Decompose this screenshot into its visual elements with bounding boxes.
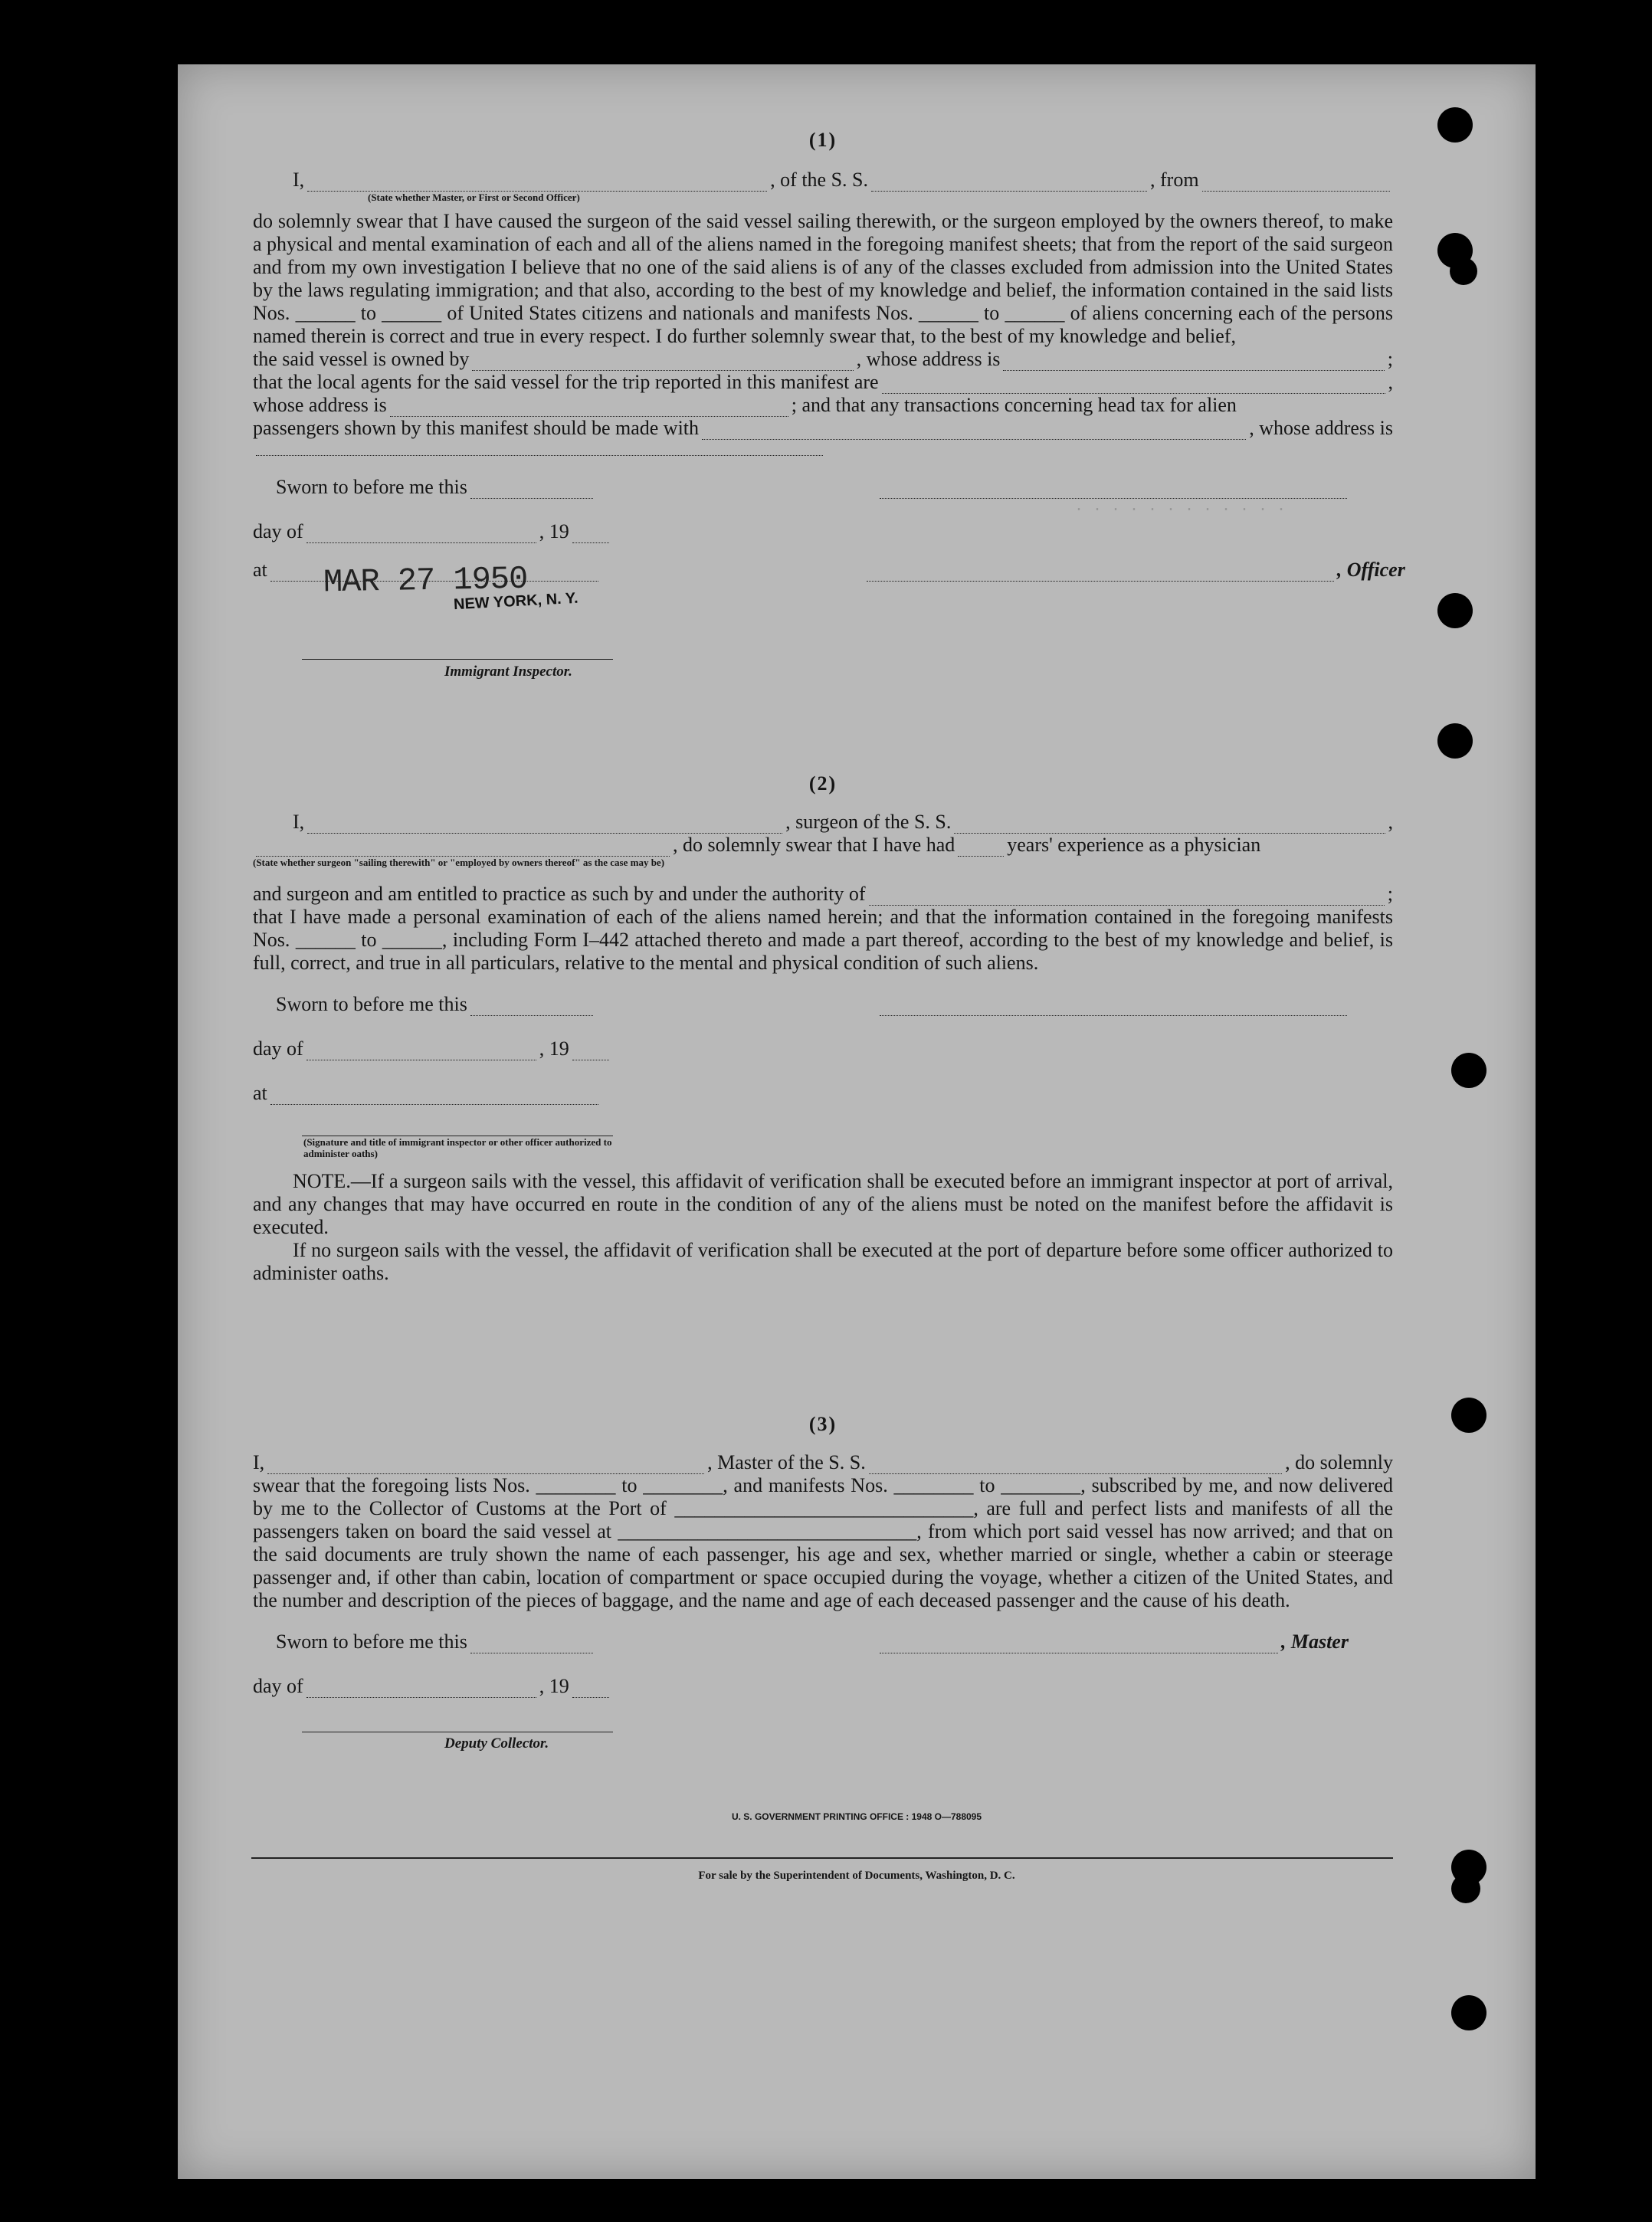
experience-label: , do solemnly swear that I have had [673, 834, 955, 856]
day-of-field[interactable] [306, 1682, 536, 1698]
sworn-label: Sworn to before me this [276, 476, 467, 498]
document-page [178, 64, 1536, 2179]
sworn-line-3 [253, 1630, 1393, 1653]
binder-hole [1451, 1398, 1486, 1433]
label-from: , from [1150, 169, 1199, 191]
day-line-2 [253, 1037, 1393, 1060]
master-line [253, 169, 1393, 192]
surgeon-vessel-field[interactable] [954, 818, 1385, 834]
whose-address-label: whose address is [253, 394, 387, 416]
master-ss-label: , Master of the S. S. [707, 1451, 866, 1473]
passengers-address-label: , whose address is [1249, 417, 1393, 439]
surgeon-subnote: (State whether surgeon "sailing therewith" or "employed by owners thereof" as the case may be) [253, 857, 665, 868]
bleed-through-text: · · · · · · · · · · · · [1074, 501, 1287, 519]
label-i: I, [293, 169, 305, 191]
sworn-line-1 [253, 476, 1393, 499]
sworn-day-field[interactable] [470, 483, 593, 499]
inspector-label: Immigrant Inspector. [444, 664, 572, 680]
section-3 [253, 1413, 1393, 1752]
surgeon-name-field[interactable] [307, 818, 782, 834]
note-paragraph [253, 1170, 1393, 1239]
section-2 [253, 772, 1393, 1285]
year-field[interactable] [572, 527, 609, 543]
place-stamp: NEW YORK, N. Y. [453, 589, 579, 614]
sale-notice: For sale by the Superintendent of Documents, Washington, D. C. [698, 1870, 1015, 1882]
day-line-3 [253, 1675, 1393, 1698]
vessel-name-field[interactable] [869, 1458, 1282, 1474]
binder-hole [1437, 107, 1473, 143]
master-name-field[interactable] [307, 175, 767, 192]
day-of-field[interactable] [306, 1044, 536, 1060]
sworn-line-2 [253, 993, 1393, 1016]
contact-address-field[interactable] [256, 440, 823, 456]
contact-address-line [253, 440, 1393, 456]
label-i: I, [293, 811, 305, 833]
signature-note: (Signature and title of immigrant inspector or other officer authorized to administer oaths) [303, 1136, 612, 1159]
gpo-imprint: U. S. GOVERNMENT PRINTING OFFICE : 1948 O—788095 [731, 1811, 982, 1822]
at-line-2 [253, 1082, 1393, 1105]
binder-hole [1451, 1053, 1486, 1088]
owner-line: the said vessel is owned by , whose address is ; [253, 348, 1393, 370]
section-1 [253, 129, 1405, 582]
collector-label: Deputy Collector. [444, 1735, 549, 1752]
at-label: at [253, 1082, 267, 1104]
authority-line: and surgeon and am entitled to practice as such by and under the authority of ; [253, 883, 1393, 905]
agents-label: that the local agents for the said vessel for the trip reported in this manifest are [253, 371, 879, 393]
year-field[interactable] [572, 1682, 609, 1698]
vessel-name-field[interactable] [871, 175, 1147, 192]
at-field[interactable] [270, 1089, 598, 1105]
oath-paragraph: do solemnly swear that I have caused the surgeon of the said vessel sailing therewith, or the surgeon employed by the owners thereof, to make a physical and mental examination of each and all of the aliens named in the foregoing manifest sheets; that from the report of the said surgeon and from my own investigation I believe that no one of the said aliens is of any of the classes excluded from admission into the United States by the laws regulating immigration; and that also, according to the best of my knowledge and belief, the information contained in the said lists Nos. ______ to ______ of United States citizens and nationals and manifests Nos. ______ to ______ of aliens concerning each of the persons named therein is correct and true in every respect. I do further solemnly swear that, to the best of my knowledge and belief, [253, 210, 1393, 347]
note-paragraph-2: If no surgeon sails with the vessel, the affidavit of verification shall be executed at the port of departure before some officer authorized to administer oaths. [253, 1239, 1393, 1284]
day-of-label: day of [253, 1037, 303, 1060]
date-stamp: MAR 27 1950 [323, 560, 528, 601]
head-tax-contact-field[interactable] [702, 424, 1246, 440]
master-line-3 [253, 1451, 1393, 1474]
section-number: (3) [808, 1413, 837, 1435]
inspector-signature-line[interactable] [302, 659, 613, 660]
surgeon-capacity-line [253, 834, 1393, 857]
day-of-field[interactable] [306, 527, 536, 543]
footer-rule [251, 1857, 1393, 1859]
passengers-label: passengers shown by this manifest should be made with [253, 417, 700, 439]
binder-hole [1437, 593, 1473, 628]
sworn-day-field[interactable] [470, 1637, 593, 1653]
master-paragraph: swear that the foregoing lists Nos. ________ to ________, and manifests Nos. ________ to ________, subscribed by me, and now delivered by me to the Collector of Customs at the Port of ______________________________, are full and perfect lists and manifests of all the passengers taken on board the said vessel at ______________________________, from which port said vessel has now arrived; and that on the said documents are truly shown the name of each passenger, his age and sex, whether married or single, whether a cabin or steerage passenger and, if other than cabin, location of compartment or space occupied during the voyage, whether a citizen of the United States, and the number and description of the pieces of baggage, and the name and age of each deceased passenger and the cause of his death. [253, 1474, 1393, 1611]
sworn-day-field[interactable] [470, 1000, 593, 1016]
year-field[interactable] [572, 1044, 609, 1060]
at-label: at [253, 559, 267, 581]
authority-label: and surgeon and am entitled to practice as such by and under the authority of [253, 883, 866, 905]
sworn-label: Sworn to before me this [276, 1630, 467, 1653]
officer-signature-field[interactable] [880, 483, 1347, 499]
master-label: , Master [1280, 1630, 1349, 1653]
day-of-label: day of [253, 1675, 303, 1697]
year-label: , 19 [539, 520, 569, 542]
authority-field[interactable] [869, 890, 1385, 906]
surgeon-capacity-field[interactable] [256, 841, 670, 857]
owner-field[interactable] [472, 355, 853, 371]
owner-address-field[interactable] [1003, 355, 1384, 371]
binder-hole [1451, 1995, 1486, 2030]
surgeon-signature-field[interactable] [880, 1000, 1347, 1016]
master-subnote: (State whether Master, or First or Second Officer) [368, 192, 580, 203]
agents-address-line [253, 394, 1393, 417]
owner-address-label: , whose address is [856, 348, 1001, 370]
agents-address-field[interactable] [390, 401, 788, 417]
owned-label: the said vessel is owned by [253, 348, 470, 370]
master-name-field[interactable] [267, 1458, 704, 1474]
label-i: I, [253, 1451, 265, 1473]
label-ss: , of the S. S. [770, 169, 869, 191]
year-label: , 19 [539, 1675, 569, 1697]
passengers-line [253, 417, 1393, 440]
head-tax-label: ; and that any transactions concerning head tax for alien [791, 394, 1237, 416]
binder-hole [1437, 723, 1473, 759]
solemnly-label: , do solemnly [1285, 1451, 1393, 1473]
master-signature-field[interactable] [880, 1637, 1278, 1653]
day-line-1 [253, 520, 1393, 543]
port-from-field[interactable] [1202, 175, 1390, 192]
note-label: NOTE. [293, 1170, 351, 1192]
surgeon-paragraph: that I have made a personal examination of each of the aliens named herein; and that the information contained in the foregoing manifests Nos. ______ to ______, including Form I–442 attached thereto and made a part thereof, according to the best of my knowledge and belief, is full, correct, and true in all particulars, relative to the mental and physical condition of such aliens. [253, 906, 1393, 974]
agents-line: that the local agents for the said vessel for the trip reported in this manifest are , [253, 371, 1393, 393]
officer-title-field[interactable] [867, 565, 1334, 582]
officer-label: , Officer [1336, 559, 1405, 581]
years-field[interactable] [958, 841, 1004, 857]
day-of-label: day of [253, 520, 303, 542]
binder-hole [1450, 257, 1477, 285]
section-number: (2) [808, 772, 837, 795]
physician-label: years' experience as a physician [1007, 834, 1261, 856]
section-number: (1) [808, 129, 837, 151]
year-label: , 19 [539, 1037, 569, 1060]
surgeon-line: I, , surgeon of the S. S. , [293, 811, 1393, 833]
sworn-label: Sworn to before me this [276, 993, 467, 1015]
surgeon-ss-label: , surgeon of the S. S. [785, 811, 952, 833]
agents-field[interactable] [882, 378, 1385, 394]
note-text: —If a surgeon sails with the vessel, this affidavit of verification shall be executed before an immigrant inspector at port of arrival, and any changes that may have occurred en route in the condition of any of the aliens must be noted on the manifest before the affidavit is executed. [253, 1170, 1393, 1238]
